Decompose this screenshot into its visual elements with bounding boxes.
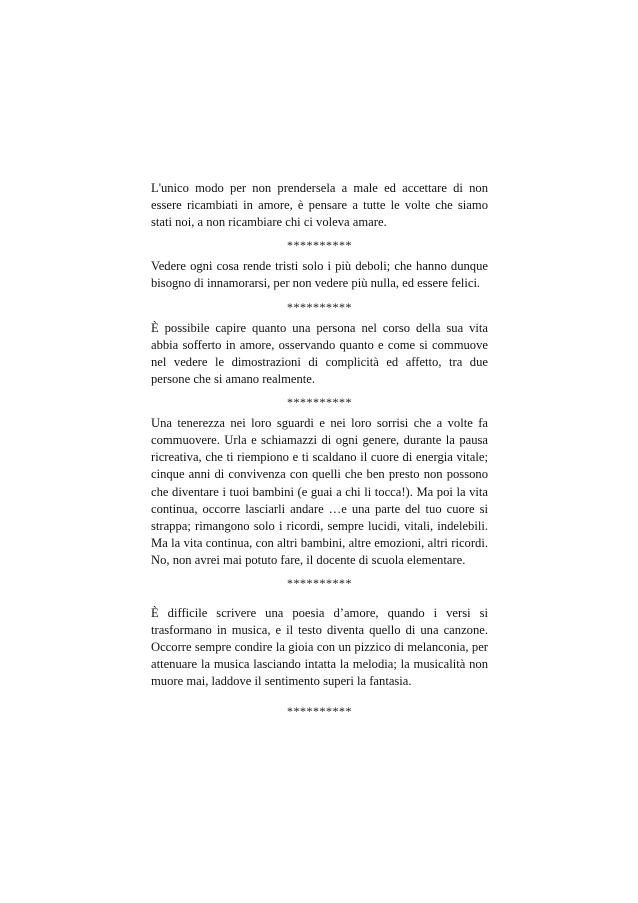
paragraph-1: L'unico modo per non prendersela a male ed accettare di non essere ricambiati in amore, è pensare a tutte le volte che siamo stati noi, a non ricambiare chi ci voleva amare. (151, 181, 488, 230)
paragraph-2: Vedere ogni cosa rende tristi solo i più deboli; che hanno dunque bisogno di innamorarsi, per non vedere più nulla, ed essere felici. (151, 259, 488, 291)
separator-4: ********** (287, 575, 352, 590)
paragraph-5: È difficile scrivere una poesia d’amore, quando i versi si trasformano in musica, e il testo diventa quello di una canzone. Occorre sempre condire la gioia con un pizzico di melanconia, per attenuare la musica lasciando intatta la melodia; la musicalità non muore mai, laddove il sentimento superi la fantasia. (151, 606, 488, 689)
separator-5: ********** (287, 703, 352, 718)
text-body (151, 180, 488, 724)
paragraph-4: Una tenerezza nei loro sguardi e nei loro sorrisi che a volte fa commuovere. Urla e schiamazzi di ogni genere, durante la pausa ricreativa, che ti riempiono e ti scaldano il cuore di energia vitale; cinque anni di convivenza con quelli che ben presto non possono che diventare i tuoi bambini (e guai a chi li tocca!). Ma poi la vita continua, occorre lasciarli andare …e una parte del tuo cuore si strappa; rimangono solo i ricordi, sempre lucidi, vitali, indelebili. Ma la vita continua, con altri bambini, altre emozioni, altri ricordi. No, non avrei mai potuto fare, il docente di scuola elementare. (151, 416, 488, 567)
separator-1: ********** (287, 238, 352, 253)
separator-2: ********** (287, 299, 352, 314)
separator-3: ********** (287, 395, 352, 410)
paragraph-3: È possibile capire quanto una persona nel corso della sua vita abbia sofferto in amore, osservando quanto e come si commuove nel vedere le dimostrazioni di complicità ed affetto, tra due persone che si amano realmente. (151, 320, 488, 386)
